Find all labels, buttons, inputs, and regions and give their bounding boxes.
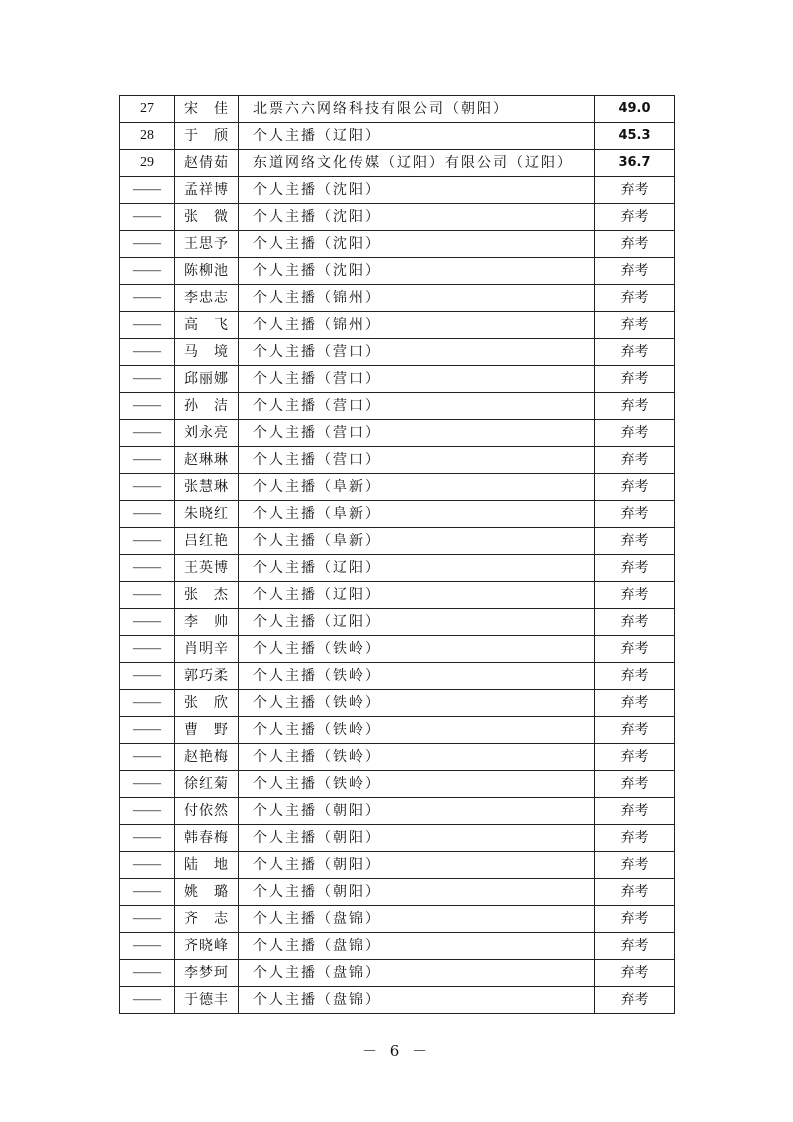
table-row <box>120 258 675 285</box>
row-number-cell: —— <box>120 366 175 393</box>
table-row <box>120 204 675 231</box>
table-row <box>120 393 675 420</box>
organization-cell: 个人主播（沈阳） <box>239 177 595 204</box>
name-cell: 王思予 <box>175 231 239 258</box>
page-number: － 6 － <box>361 1042 432 1060</box>
table-row <box>120 339 675 366</box>
row-number-cell: —— <box>120 825 175 852</box>
table-row <box>120 96 675 123</box>
score-cell: 弃考 <box>595 771 675 798</box>
organization-cell: 个人主播（阜新） <box>239 528 595 555</box>
row-number-cell: —— <box>120 798 175 825</box>
table-row <box>120 366 675 393</box>
name-cell: 郭巧柔 <box>175 663 239 690</box>
organization-cell: 个人主播（朝阳） <box>239 852 595 879</box>
table-row <box>120 636 675 663</box>
score-cell: 弃考 <box>595 960 675 987</box>
row-number-cell: —— <box>120 474 175 501</box>
score-cell: 弃考 <box>595 420 675 447</box>
row-number-cell: —— <box>120 420 175 447</box>
score-cell: 弃考 <box>595 798 675 825</box>
organization-cell: 个人主播（营口） <box>239 366 595 393</box>
table-row <box>120 960 675 987</box>
name-cell: 马 境 <box>175 339 239 366</box>
table-row <box>120 987 675 1014</box>
row-number-cell: —— <box>120 933 175 960</box>
row-number-cell: —— <box>120 258 175 285</box>
score-cell: 弃考 <box>595 231 675 258</box>
organization-cell: 个人主播（沈阳） <box>239 204 595 231</box>
organization-cell: 个人主播（沈阳） <box>239 231 595 258</box>
score-cell: 弃考 <box>595 474 675 501</box>
row-number-cell: —— <box>120 501 175 528</box>
organization-cell: 个人主播（营口） <box>239 420 595 447</box>
row-number-cell: —— <box>120 636 175 663</box>
results-table <box>119 95 675 1014</box>
name-cell: 于 颀 <box>175 123 239 150</box>
score-cell: 45.3 <box>595 123 675 150</box>
score-cell: 弃考 <box>595 636 675 663</box>
table-row <box>120 285 675 312</box>
score-cell: 弃考 <box>595 987 675 1014</box>
table-row <box>120 474 675 501</box>
score-cell: 弃考 <box>595 609 675 636</box>
organization-cell: 个人主播（阜新） <box>239 501 595 528</box>
organization-cell: 个人主播（沈阳） <box>239 258 595 285</box>
name-cell: 李 帅 <box>175 609 239 636</box>
organization-cell: 个人主播（盘锦） <box>239 906 595 933</box>
organization-cell: 个人主播（营口） <box>239 393 595 420</box>
organization-cell: 个人主播（朝阳） <box>239 879 595 906</box>
table-row <box>120 231 675 258</box>
row-number-cell: —— <box>120 312 175 339</box>
table-row <box>120 852 675 879</box>
score-cell: 弃考 <box>595 528 675 555</box>
name-cell: 赵艳梅 <box>175 744 239 771</box>
table-row <box>120 177 675 204</box>
name-cell: 赵倩茹 <box>175 150 239 177</box>
score-cell: 49.0 <box>595 96 675 123</box>
organization-cell: 个人主播（锦州） <box>239 285 595 312</box>
name-cell: 韩春梅 <box>175 825 239 852</box>
score-cell: 弃考 <box>595 447 675 474</box>
row-number-cell: —— <box>120 960 175 987</box>
score-cell: 弃考 <box>595 879 675 906</box>
score-cell: 弃考 <box>595 690 675 717</box>
table-row <box>120 501 675 528</box>
score-cell: 弃考 <box>595 366 675 393</box>
score-cell: 弃考 <box>595 933 675 960</box>
table-row <box>120 420 675 447</box>
score-cell: 弃考 <box>595 285 675 312</box>
row-number-cell: —— <box>120 204 175 231</box>
row-number-cell: —— <box>120 609 175 636</box>
table-row <box>120 609 675 636</box>
row-number-cell: —— <box>120 231 175 258</box>
name-cell: 陈柳池 <box>175 258 239 285</box>
organization-cell: 个人主播（铁岭） <box>239 744 595 771</box>
row-number-cell: —— <box>120 393 175 420</box>
row-number-cell: —— <box>120 906 175 933</box>
table-row <box>120 555 675 582</box>
name-cell: 于德丰 <box>175 987 239 1014</box>
organization-cell: 个人主播（盘锦） <box>239 987 595 1014</box>
row-number-cell: 29 <box>120 150 175 177</box>
table-row <box>120 744 675 771</box>
score-cell: 弃考 <box>595 663 675 690</box>
table-row <box>120 825 675 852</box>
organization-cell: 东道网络文化传媒（辽阳）有限公司（辽阳） <box>239 150 595 177</box>
row-number-cell: —— <box>120 744 175 771</box>
organization-cell: 个人主播（辽阳） <box>239 582 595 609</box>
table-row <box>120 447 675 474</box>
row-number-cell: —— <box>120 717 175 744</box>
row-number-cell: 28 <box>120 123 175 150</box>
row-number-cell: —— <box>120 690 175 717</box>
organization-cell: 个人主播（辽阳） <box>239 123 595 150</box>
name-cell: 徐红菊 <box>175 771 239 798</box>
score-cell: 弃考 <box>595 582 675 609</box>
score-cell: 弃考 <box>595 393 675 420</box>
row-number-cell: —— <box>120 339 175 366</box>
score-cell: 弃考 <box>595 258 675 285</box>
name-cell: 孙 洁 <box>175 393 239 420</box>
organization-cell: 个人主播（营口） <box>239 447 595 474</box>
score-cell: 弃考 <box>595 717 675 744</box>
score-cell: 弃考 <box>595 339 675 366</box>
name-cell: 张 微 <box>175 204 239 231</box>
name-cell: 齐晓峰 <box>175 933 239 960</box>
organization-cell: 个人主播（辽阳） <box>239 609 595 636</box>
name-cell: 曹 野 <box>175 717 239 744</box>
table-row <box>120 717 675 744</box>
name-cell: 宋 佳 <box>175 96 239 123</box>
organization-cell: 个人主播（盘锦） <box>239 960 595 987</box>
row-number-cell: —— <box>120 555 175 582</box>
row-number-cell: —— <box>120 177 175 204</box>
name-cell: 姚 璐 <box>175 879 239 906</box>
name-cell: 张 欣 <box>175 690 239 717</box>
table-row <box>120 933 675 960</box>
score-cell: 弃考 <box>595 204 675 231</box>
organization-cell: 个人主播（铁岭） <box>239 690 595 717</box>
table-row <box>120 879 675 906</box>
name-cell: 张 杰 <box>175 582 239 609</box>
table-row <box>120 690 675 717</box>
name-cell: 肖明辛 <box>175 636 239 663</box>
name-cell: 付依然 <box>175 798 239 825</box>
organization-cell: 个人主播（铁岭） <box>239 771 595 798</box>
score-cell: 弃考 <box>595 906 675 933</box>
name-cell: 王英博 <box>175 555 239 582</box>
table-row <box>120 906 675 933</box>
score-cell: 弃考 <box>595 852 675 879</box>
table-row <box>120 312 675 339</box>
row-number-cell: —— <box>120 582 175 609</box>
results-table-body <box>120 96 675 1014</box>
score-cell: 36.7 <box>595 150 675 177</box>
organization-cell: 个人主播（锦州） <box>239 312 595 339</box>
table-row <box>120 150 675 177</box>
table-row <box>120 528 675 555</box>
name-cell: 陆 地 <box>175 852 239 879</box>
name-cell: 邱丽娜 <box>175 366 239 393</box>
organization-cell: 个人主播（朝阳） <box>239 798 595 825</box>
name-cell: 吕红艳 <box>175 528 239 555</box>
name-cell: 朱晓红 <box>175 501 239 528</box>
row-number-cell: —— <box>120 879 175 906</box>
score-cell: 弃考 <box>595 312 675 339</box>
name-cell: 齐 志 <box>175 906 239 933</box>
row-number-cell: —— <box>120 528 175 555</box>
table-row <box>120 798 675 825</box>
organization-cell: 个人主播（辽阳） <box>239 555 595 582</box>
score-cell: 弃考 <box>595 555 675 582</box>
row-number-cell: —— <box>120 987 175 1014</box>
name-cell: 高 飞 <box>175 312 239 339</box>
table-row <box>120 123 675 150</box>
name-cell: 张慧琳 <box>175 474 239 501</box>
row-number-cell: —— <box>120 447 175 474</box>
organization-cell: 个人主播（朝阳） <box>239 825 595 852</box>
table-row <box>120 771 675 798</box>
row-number-cell: —— <box>120 771 175 798</box>
score-cell: 弃考 <box>595 501 675 528</box>
name-cell: 孟祥博 <box>175 177 239 204</box>
score-cell: 弃考 <box>595 177 675 204</box>
row-number-cell: 27 <box>120 96 175 123</box>
name-cell: 赵琳琳 <box>175 447 239 474</box>
name-cell: 刘永亮 <box>175 420 239 447</box>
organization-cell: 个人主播（铁岭） <box>239 717 595 744</box>
row-number-cell: —— <box>120 285 175 312</box>
name-cell: 李梦珂 <box>175 960 239 987</box>
organization-cell: 个人主播（铁岭） <box>239 636 595 663</box>
score-cell: 弃考 <box>595 744 675 771</box>
row-number-cell: —— <box>120 663 175 690</box>
name-cell: 李忠志 <box>175 285 239 312</box>
organization-cell: 个人主播（营口） <box>239 339 595 366</box>
score-cell: 弃考 <box>595 825 675 852</box>
organization-cell: 个人主播（铁岭） <box>239 663 595 690</box>
row-number-cell: —— <box>120 852 175 879</box>
organization-cell: 个人主播（阜新） <box>239 474 595 501</box>
organization-cell: 北票六六网络科技有限公司（朝阳） <box>239 96 595 123</box>
table-row <box>120 663 675 690</box>
table-row <box>120 582 675 609</box>
organization-cell: 个人主播（盘锦） <box>239 933 595 960</box>
